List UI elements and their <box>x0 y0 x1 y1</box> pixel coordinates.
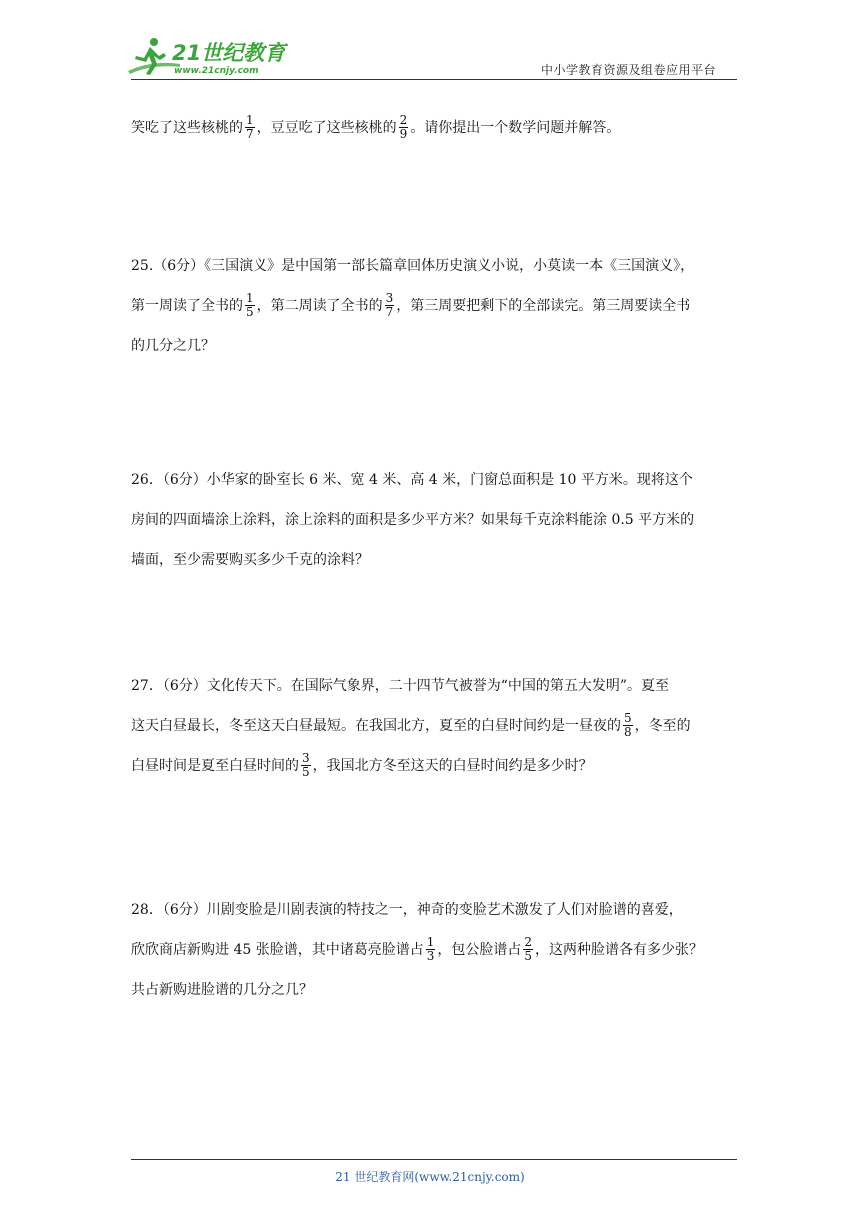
fraction <box>301 752 311 779</box>
q24-line-1 <box>131 108 737 148</box>
site-logo <box>122 34 292 78</box>
fraction-numerator: 2 <box>399 112 408 127</box>
q27-text-b: ，冬至的 <box>634 718 691 734</box>
fraction-denominator: 9 <box>399 126 408 141</box>
q25-text-c: ，第三周要把剩下的全部读完。第三周要读全书 <box>396 298 691 314</box>
q25-text-b: ，第二周读了全书的 <box>256 298 383 314</box>
q28-text-a: 欣欣商店新购进 45 张脸谱，其中诸葛亮脸谱占 <box>131 942 424 958</box>
fraction <box>399 114 409 141</box>
fraction-denominator: 5 <box>246 304 254 319</box>
fraction <box>245 292 255 319</box>
fraction-numerator: 5 <box>624 710 632 725</box>
fraction-numerator: 1 <box>246 290 254 305</box>
question-25 <box>131 246 737 366</box>
q25-line-1: 25.（6分）《三国演义》是中国第一部长篇章回体历史演义小说，小莫读一本《三国演义》， <box>131 258 695 274</box>
question-27 <box>131 666 737 786</box>
logo-text: 21世纪教育 <box>172 41 286 65</box>
question-24-continuation <box>131 108 737 148</box>
page-header <box>0 0 860 90</box>
q28-text-b: ，包公脸谱占 <box>437 942 522 958</box>
q27-text-a: 这天白昼最长，冬至这天白昼最短。在我国北方，夏至的白昼时间约是一昼夜的 <box>131 718 621 734</box>
fraction-denominator: 7 <box>385 304 394 319</box>
q27-line-2 <box>131 706 737 746</box>
fraction-numerator: 1 <box>426 934 435 949</box>
fraction-denominator: 5 <box>302 764 310 779</box>
q24-text-b: ，豆豆吃了这些核桃的 <box>256 120 397 136</box>
q26-line-1: 26．（6分）小华家的卧室长 6 米、宽 4 米、高 4 米，门窗总面积是 10 平方米。现将这个 <box>131 472 693 488</box>
fraction-numerator: 3 <box>302 750 310 765</box>
q28-line-1: 28．（6分）川剧变脸是川剧表演的特技之一，神奇的变脸艺术激发了人们对脸谱的喜爱， <box>131 902 683 918</box>
fraction-denominator: 3 <box>426 948 435 963</box>
fraction-denominator: 7 <box>246 126 254 141</box>
fraction <box>623 712 633 739</box>
q26-line-3: 墙面，至少需要购买多少千克的涂料？ <box>131 552 369 568</box>
question-28 <box>131 890 737 1010</box>
question-26 <box>131 460 737 580</box>
footer-link[interactable]: 21 世纪教育网(www.21cnjy.com) <box>335 1170 525 1184</box>
q27-text-d: ，我国北方冬至这天的白昼时间约是多少时？ <box>312 758 593 774</box>
fraction-numerator: 1 <box>246 112 254 127</box>
q25-line-3: 的几分之几？ <box>131 338 215 354</box>
header-divider <box>131 79 737 80</box>
q25-text-a: 第一周读了全书的 <box>131 298 243 314</box>
q28-line-2 <box>131 930 737 970</box>
q24-text-c: 。请你提出一个数学问题并解答。 <box>410 120 621 136</box>
logo-url: www.21cnjy.com <box>174 66 259 76</box>
q27-text-c: 白昼时间是夏至白昼时间的 <box>131 758 299 774</box>
q27-line-1: 27．（6分）文化传天下。在国际气象界，二十四节气被誉为“中国的第五大发明”。夏至 <box>131 678 670 694</box>
fraction-numerator: 3 <box>385 290 394 305</box>
fraction <box>426 936 436 963</box>
q26-line-2: 房间的四面墙涂上涂料，涂上涂料的面积是多少平方米？如果每千克涂料能涂 0.5 平方米的 <box>131 512 695 528</box>
header-platform-title: 中小学教育资源及组卷应用平台 <box>541 63 717 77</box>
fraction-denominator: 5 <box>524 948 532 963</box>
q24-text-a: 笑吃了这些核桃的 <box>131 120 243 136</box>
fraction <box>523 936 533 963</box>
fraction-denominator: 8 <box>624 724 632 739</box>
q28-line-3: 共占新购进脸谱的几分之几？ <box>131 982 313 998</box>
q27-line-3 <box>131 746 737 786</box>
q25-line-2 <box>131 286 737 326</box>
fraction-numerator: 2 <box>524 934 532 949</box>
footer-divider <box>131 1159 737 1160</box>
fraction <box>385 292 395 319</box>
fraction <box>245 114 255 141</box>
q28-text-c: ，这两种脸谱各有多少张？ <box>535 942 703 958</box>
